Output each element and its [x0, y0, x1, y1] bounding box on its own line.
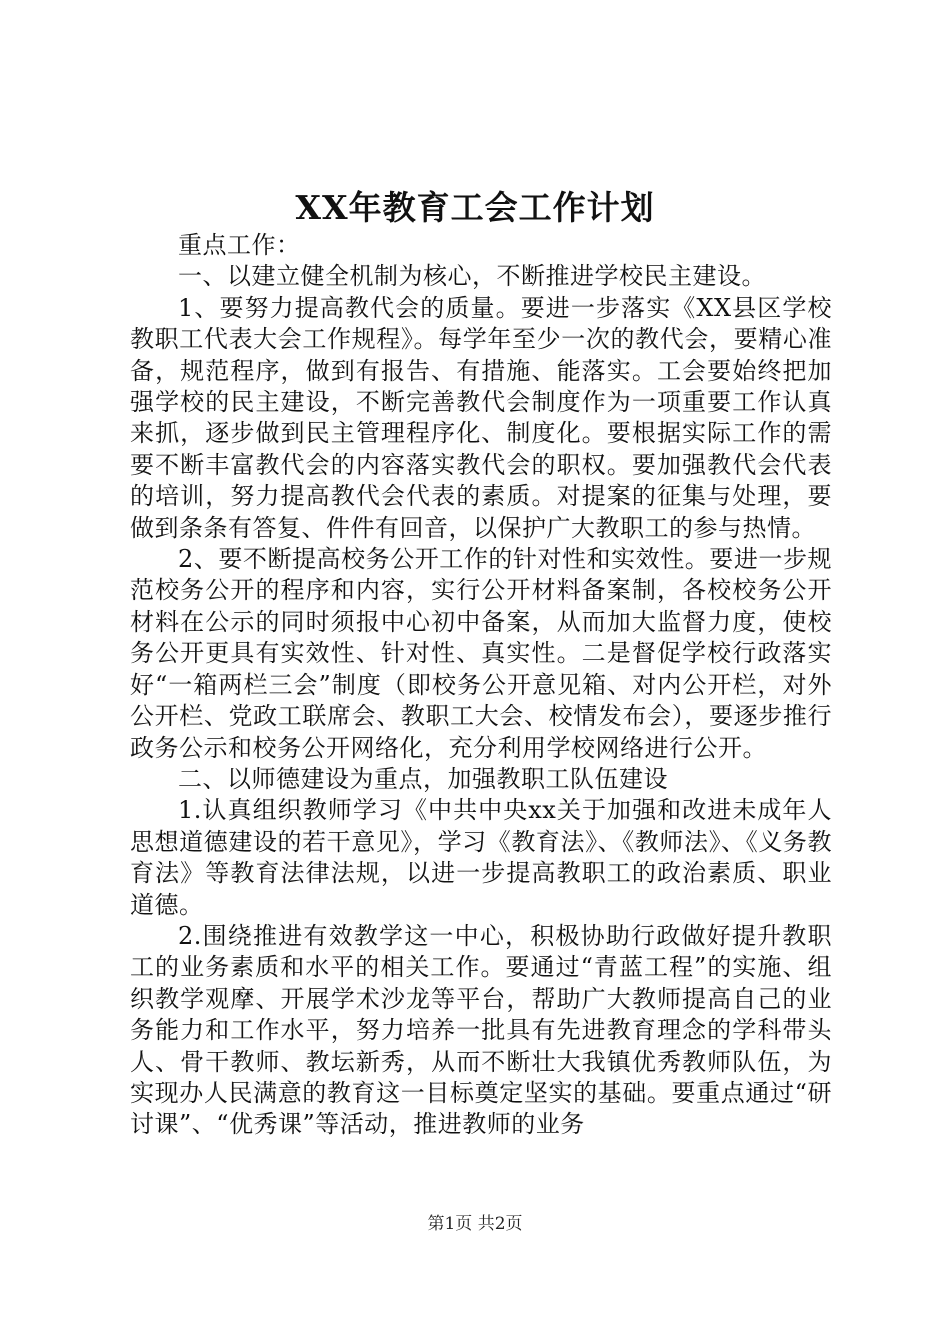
paragraph-item-2-1: 1.认真组织教师学习《中共中央xx关于加强和改进未成年人思想道德建设的若干意见》，学习《教育法》、《教师法》、《义务教育法》等教育法律法规，以进一步提高教职工的政治素质、职业道德。	[130, 796, 832, 919]
paragraph-section-one-heading: 一、以建立健全机制为核心，不断推进学校民主建设。	[178, 262, 766, 291]
document-title: XX年教育工会工作计划	[295, 188, 655, 227]
document-body	[130, 230, 832, 1141]
page-footer: 第1页 共2页	[427, 1214, 523, 1234]
paragraph-item-1-1: 1、要努力提高教代会的质量。要进一步落实《XX县区学校教职工代表大会工作规程》。每学年至少一次的教代会，要精心准备，规范程序，做到有报告、有措施、能落实。工会要始终把加强学校的民主建设，不断完善教代会制度作为一项重要工作认真来抓，逐步做到民主管理程序化、制度化。要根据实际工作的需要不断丰富教代会的内容落实教代会的职权。要加强教代会代表的培训，努力提高教代会代表的素质。对提案的征集与处理，要做到条条有答复、件件有回音，以保护广大教职工的参与热情。	[130, 293, 832, 542]
paragraph-item-2-2: 2.围绕推进有效教学这一中心，积极协助行政做好提升教职工的业务素质和水平的相关工作。要通过“青蓝工程”的实施、组织教学观摩、开展学术沙龙等平台，帮助广大教师提高自己的业务能力和工作水平，努力培养一批具有先进教育理念的学科带头人、骨干教师、教坛新秀，从而不断壮大我镇优秀教师队伍，为实现办人民满意的教育这一目标奠定坚实的基础。要重点通过“研讨课”、“优秀课”等活动，推进教师的业务	[130, 921, 832, 1139]
paragraph-section-two-heading: 二、以师德建设为重点，加强教职工队伍建设	[178, 764, 668, 793]
paragraph-item-1-2: 2、要不断提高校务公开工作的针对性和实效性。要进一步规范校务公开的程序和内容，实行公开材料备案制，各校校务公开材料在公示的同时须报中心初中备案，从而加大监督力度，使校务公开更具有实效性、针对性、真实性。二是督促学校行政落实好“一箱两栏三会”制度（即校务公开意见箱、对内公开栏，对外公开栏、党政工联席会、教职工大会、校情发布会），要逐步推行政务公示和校务公开网络化，充分利用学校网络进行公开。	[130, 545, 832, 762]
paragraph-key-work-heading: 重点工作：	[178, 231, 301, 259]
